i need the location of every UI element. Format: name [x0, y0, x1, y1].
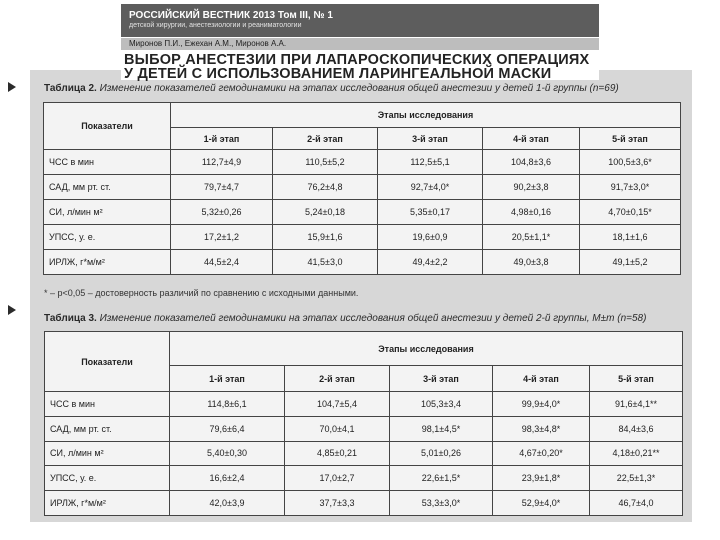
- table-cell: 79,7±4,7: [171, 175, 273, 200]
- table-cell: 4,98±0,16: [483, 200, 580, 225]
- table-cell: 76,2±4,8: [273, 175, 378, 200]
- table-cell: 22,5±1,3*: [590, 466, 683, 491]
- row-label: СИ, л/мин м²: [45, 441, 170, 466]
- table-cell: 92,7±4,0*: [378, 175, 483, 200]
- table-cell: 112,7±4,9: [171, 150, 273, 175]
- table-cell: 4,18±0,21**: [590, 441, 683, 466]
- table-cell: 49,0±3,8: [483, 250, 580, 275]
- stage-header: 1-й этап: [170, 366, 285, 392]
- table-cell: 53,3±3,0*: [390, 491, 493, 516]
- table-cell: 46,7±4,0: [590, 491, 683, 516]
- table-1-caption-label: Таблица 2.: [44, 83, 97, 94]
- table-cell: 4,70±0,15*: [580, 200, 681, 225]
- row-label: САД, мм рт. ст.: [45, 416, 170, 441]
- table-cell: 52,9±4,0*: [493, 491, 590, 516]
- article-title-line-2: У ДЕТЕЙ С ИСПОЛЬЗОВАНИЕМ ЛАРИНГЕАЛЬНОЙ МАСКИ: [124, 66, 552, 82]
- table-cell: 112,5±5,1: [378, 150, 483, 175]
- table-cell: 17,0±2,7: [285, 466, 390, 491]
- table-cell: 110,5±5,2: [273, 150, 378, 175]
- journal-banner: [121, 4, 599, 37]
- table-cell: 49,1±5,2: [580, 250, 681, 275]
- table-1: [43, 102, 681, 275]
- indicator-header: Показатели: [45, 332, 170, 392]
- table-cell: 20,5±1,1*: [483, 225, 580, 250]
- table-cell: 18,1±1,6: [580, 225, 681, 250]
- row-label: САД, мм рт. ст.: [44, 175, 171, 200]
- stage-header: 3-й этап: [390, 366, 493, 392]
- table-cell: 22,6±1,5*: [390, 466, 493, 491]
- stage-header: 5-й этап: [590, 366, 683, 392]
- table-cell: 104,7±5,4: [285, 392, 390, 417]
- table-1-caption-text: Изменение показателей гемодинамики на этапах исследования общей анестезии у детей 1-й группы (n=69): [99, 83, 619, 94]
- stage-header: 2-й этап: [285, 366, 390, 392]
- table-cell: 4,67±0,20*: [493, 441, 590, 466]
- table-cell: 91,6±4,1**: [590, 392, 683, 417]
- indicator-header: Показатели: [44, 103, 171, 150]
- table-row: [44, 175, 681, 200]
- table-row: [45, 466, 683, 491]
- table-cell: 5,40±0,30: [170, 441, 285, 466]
- table-row: [44, 225, 681, 250]
- table-cell: 44,5±2,4: [171, 250, 273, 275]
- table-cell: 91,7±3,0*: [580, 175, 681, 200]
- table-row: [45, 491, 683, 516]
- table-cell: 114,8±6,1: [170, 392, 285, 417]
- table-cell: 99,9±4,0*: [493, 392, 590, 417]
- table-row: [44, 250, 681, 275]
- table-cell: 98,1±4,5*: [390, 416, 493, 441]
- stage-header: 2-й этап: [273, 128, 378, 150]
- table-cell: 5,24±0,18: [273, 200, 378, 225]
- article-title-line-1: ВЫБОР АНЕСТЕЗИИ ПРИ ЛАПАРОСКОПИЧЕСКИХ ОПЕРАЦИЯХ: [124, 52, 590, 68]
- stages-group-header: Этапы исследования: [170, 332, 683, 366]
- bullet-arrow-icon: [8, 305, 16, 315]
- table-row: [45, 392, 683, 417]
- journal-title: РОССИЙСКИЙ ВЕСТНИК 2013 Том III, № 1: [129, 10, 333, 21]
- journal-subtitle: детской хирургии, анестезиологии и реаниматологии: [129, 22, 302, 29]
- table-cell: 79,6±6,4: [170, 416, 285, 441]
- stage-header: 4-й этап: [493, 366, 590, 392]
- footnote: * – p<0,05 – достоверность различий по сравнению с исходными данными.: [44, 288, 359, 298]
- table-1-caption: [44, 83, 619, 94]
- stage-header: 4-й этап: [483, 128, 580, 150]
- table-2: [44, 331, 683, 516]
- table-cell: 23,9±1,8*: [493, 466, 590, 491]
- table-cell: 42,0±3,9: [170, 491, 285, 516]
- row-label: ЧСС в мин: [45, 392, 170, 417]
- journal-header: [121, 4, 599, 80]
- table-cell: 98,3±4,8*: [493, 416, 590, 441]
- table-cell: 5,35±0,17: [378, 200, 483, 225]
- row-label: УПСС, у. е.: [45, 466, 170, 491]
- table-2-caption-label: Таблица 3.: [44, 313, 97, 324]
- row-label: СИ, л/мин м²: [44, 200, 171, 225]
- table-row: [45, 416, 683, 441]
- table-cell: 4,85±0,21: [285, 441, 390, 466]
- table-cell: 5,32±0,26: [171, 200, 273, 225]
- table-row: [45, 441, 683, 466]
- table-cell: 5,01±0,26: [390, 441, 493, 466]
- stage-header: 5-й этап: [580, 128, 681, 150]
- stages-group-header: Этапы исследования: [171, 103, 681, 128]
- table-2-caption: [44, 313, 646, 324]
- row-label: УПСС, у. е.: [44, 225, 171, 250]
- table-cell: 37,7±3,3: [285, 491, 390, 516]
- table-2-caption-text: Изменение показателей гемодинамики на этапах исследования общей анестезии у детей 2-й группы, M±m (n=58): [99, 313, 647, 324]
- table-row: [44, 200, 681, 225]
- table-cell: 100,5±3,6*: [580, 150, 681, 175]
- row-label: ИРЛЖ, г*м/м²: [44, 250, 171, 275]
- stage-header: 3-й этап: [378, 128, 483, 150]
- table-cell: 41,5±3,0: [273, 250, 378, 275]
- bullet-arrow-icon: [8, 82, 16, 92]
- table-cell: 49,4±2,2: [378, 250, 483, 275]
- table-cell: 19,6±0,9: [378, 225, 483, 250]
- table-cell: 104,8±3,6: [483, 150, 580, 175]
- table-cell: 105,3±3,4: [390, 392, 493, 417]
- table-cell: 70,0±4,1: [285, 416, 390, 441]
- table-cell: 17,2±1,2: [171, 225, 273, 250]
- table-cell: 16,6±2,4: [170, 466, 285, 491]
- table-row: [44, 150, 681, 175]
- article-authors: Миронов П.И., Ежехан А.М., Миронов А.А.: [121, 38, 599, 50]
- table-cell: 15,9±1,6: [273, 225, 378, 250]
- table-cell: 84,4±3,6: [590, 416, 683, 441]
- table-cell: 90,2±3,8: [483, 175, 580, 200]
- row-label: ИРЛЖ, г*м/м²: [45, 491, 170, 516]
- row-label: ЧСС в мин: [44, 150, 171, 175]
- stage-header: 1-й этап: [171, 128, 273, 150]
